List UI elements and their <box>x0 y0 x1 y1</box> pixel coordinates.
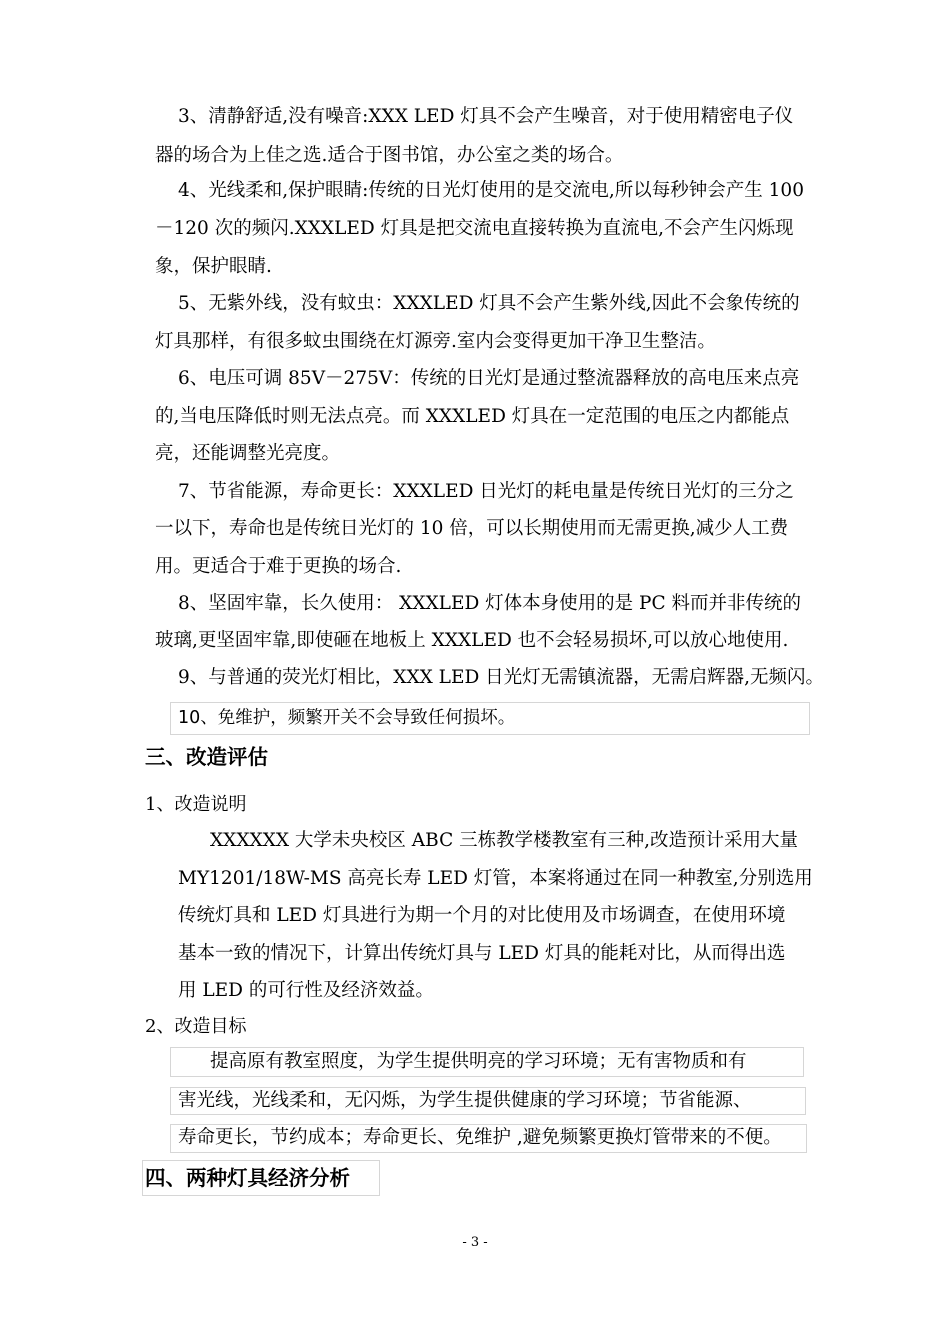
subsection-2-line-1: 提高原有教室照度，为学生提供明亮的学习环境；无有害物质和有 <box>210 1051 747 1072</box>
page-number: - 3 - <box>462 1235 488 1250</box>
feature-10-line-1: 10、免维护，频繁开关不会导致任何损坏。 <box>178 708 516 728</box>
feature-7-line-1: 7、节省能源，寿命更长：XXXLED 日光灯的耗电量是传统日光灯的三分之 <box>178 481 794 502</box>
feature-8-line-1: 8、坚固牢靠，长久使用： XXXLED 灯体本身使用的是 PC 料而并非传统的 <box>178 593 802 614</box>
feature-5-line-2: 灯具那样，有很多蚊虫围绕在灯源旁.室内会变得更加干净卫生整洁。 <box>155 331 716 352</box>
feature-4-line-1: 4、光线柔和,保护眼睛:传统的日光灯使用的是交流电,所以每秒钟会产生 100 <box>178 180 804 201</box>
subsection-2-line-3: 寿命更长，节约成本；寿命更长、免维护 ,避免频繁更换灯管带来的不便。 <box>178 1127 782 1148</box>
subsection-1-line-2: MY1201/18W-MS 高亮长寿 LED 灯管，本案将通过在同一种教室,分别选用 <box>178 868 813 889</box>
feature-3-line-1: 3、清静舒适,没有噪音:XXX LED 灯具不会产生噪音，对于使用精密电子仪 <box>178 106 794 127</box>
section-3-heading: 三、改造评估 <box>145 745 268 769</box>
section-4-heading: 四、两种灯具经济分析 <box>145 1166 350 1190</box>
subsection-1-line-1: XXXXXX 大学未央校区 ABC 三栋教学楼教室有三种,改造预计采用大量 <box>210 830 799 851</box>
feature-7-line-3: 用。更适合于难于更换的场合. <box>155 556 402 577</box>
feature-3-line-2: 器的场合为上佳之选.适合于图书馆，办公室之类的场合。 <box>155 145 624 166</box>
subsection-1-title: 1、改造说明 <box>145 794 247 815</box>
feature-7-line-2: 一以下，寿命也是传统日光灯的 10 倍，可以长期使用而无需更换,减少人工费 <box>155 518 789 539</box>
subsection-2-line-2: 害光线，光线柔和，无闪烁，为学生提供健康的学习环境；节省能源、 <box>178 1090 752 1111</box>
feature-9-line-1: 9、与普通的荧光灯相比，XXX LED 日光灯无需镇流器，无需启辉器,无频闪。 <box>178 667 825 688</box>
feature-6-line-2: 的,当电压降低时则无法点亮。而 XXXLED 灯具在一定范围的电压之内都能点 <box>155 406 790 427</box>
feature-5-line-1: 5、无紫外线，没有蚊虫：XXXLED 灯具不会产生紫外线,因此不会象传统的 <box>178 293 800 314</box>
feature-4-line-3: 象，保护眼睛. <box>155 256 272 277</box>
feature-6-line-3: 亮，还能调整光亮度。 <box>155 443 341 464</box>
feature-4-line-2: －120 次的频闪.XXXLED 灯具是把交流电直接转换为直流电,不会产生闪烁现 <box>155 218 794 239</box>
subsection-2-title: 2、改造目标 <box>145 1016 247 1037</box>
subsection-1-line-4: 基本一致的情况下，计算出传统灯具与 LED 灯具的能耗对比，从而得出选 <box>178 943 786 964</box>
subsection-1-line-5: 用 LED 的可行性及经济效益。 <box>178 980 434 1001</box>
feature-8-line-2: 玻璃,更坚固牢靠,即使砸在地板上 XXXLED 也不会轻易损坏,可以放心地使用. <box>155 630 789 651</box>
feature-6-line-1: 6、电压可调 85V－275V：传统的日光灯是通过整流器释放的高电压来点亮 <box>178 368 800 389</box>
subsection-1-line-3: 传统灯具和 LED 灯具进行为期一个月的对比使用及市场调查，在使用环境 <box>178 905 786 926</box>
